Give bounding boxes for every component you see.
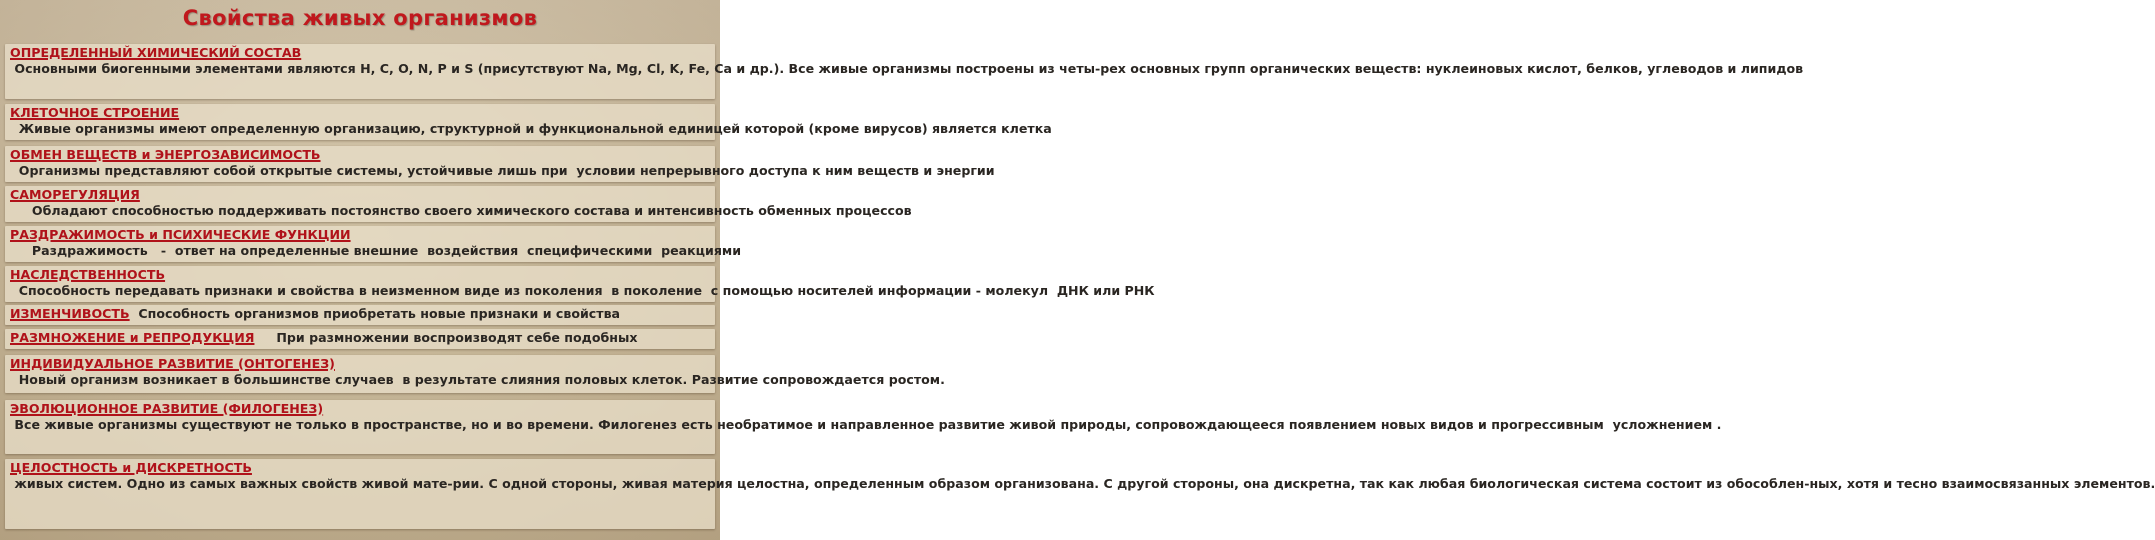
property-term: ИЗМЕНЧИВОСТЬ (10, 306, 130, 321)
property-text: Способность передавать признаки и свойства в неизменном виде из поколения в поколение с помощью носителей информации - молекул ДНК или РНК (10, 282, 1155, 298)
property-text: Способность организмов приобретать новые признаки и свойства (129, 306, 621, 321)
property-term: САМОРЕГУЛЯЦИЯ (10, 187, 140, 202)
property-block-ontogenesis (5, 355, 945, 393)
property-text: Раздражимость - ответ на определенные внешние воздействия специфическими реакциями (10, 242, 742, 258)
property-block-reproduction (5, 329, 715, 349)
property-text: Живые организмы имеют определенную организацию, структурной и функциональной единицей которой (кроме вирусов) является клетка (10, 120, 1052, 136)
property-block-chemical-composition (5, 44, 1804, 99)
property-text: Обладают способностью поддерживать постоянство своего химического состава и интенсивность обменных процессов (10, 202, 912, 218)
property-term: РАЗМНОЖЕНИЕ и РЕПРОДУКЦИЯ (10, 330, 255, 345)
property-text: При размножении воспроизводят себе подобных (254, 330, 638, 345)
property-block-irritability (5, 226, 742, 262)
property-text: Основными биогенными элементами являются H, C, O, N, P и S (присутствуют Na, Mg, Cl, K, Fe, Ca и др.). Все живые организмы построены из четы-рех основных групп органических веществ: нуклеиновых кислот, белков, углеводов и липидов (10, 60, 1804, 76)
property-block-variability (5, 305, 715, 325)
property-block-integrity-discreteness (5, 459, 2155, 529)
property-term: РАЗДРАЖИМОСТЬ и ПСИХИЧЕСКИЕ ФУНКЦИИ (10, 227, 351, 242)
property-term: КЛЕТОЧНОЕ СТРОЕНИЕ (10, 105, 180, 120)
property-text: Организмы представляют собой открытые системы, устойчивые лишь при условии непрерывного доступа к ним веществ и энергии (10, 162, 995, 178)
property-block-metabolism (5, 146, 995, 182)
property-text: Новый организм возникает в большинстве случаев в результате слияния половых клеток. Развитие сопровождается ростом. (10, 371, 945, 387)
property-term: НАСЛЕДСТВЕННОСТЬ (10, 267, 166, 282)
property-term: ЦЕЛОСТНОСТЬ и ДИСКРЕТНОСТЬ (10, 460, 252, 475)
property-text: живых систем. Одно из самых важных свойств живой мате-рии. С одной стороны, живая материя целостна, определенным образом организована. С другой стороны, она дискретна, так как любая биологическая система состоит из обособлен-ных, хотя и тесно взаимосвязанных элементов. (10, 475, 2155, 491)
slide-title: Свойства живых организмов (182, 6, 538, 30)
property-block-self-regulation (5, 186, 912, 222)
property-term: ИНДИВИДУАЛЬНОЕ РАЗВИТИЕ (ОНТОГЕНЕЗ) (10, 356, 335, 371)
property-block-phylogenesis (5, 400, 1722, 454)
property-text: Все живые организмы существуют не только в пространстве, но и во времени. Филогенез есть необратимое и направленное развитие живой природы, сопровождающееся появлением новых видов и прогрессивным усложнением . (10, 416, 1722, 432)
property-block-cell-structure (5, 104, 1052, 140)
property-block-heredity (5, 266, 1155, 302)
property-term: ОПРЕДЕЛЕННЫЙ ХИМИЧЕСКИЙ СОСТАВ (10, 45, 302, 60)
property-term: ЭВОЛЮЦИОННОЕ РАЗВИТИЕ (ФИЛОГЕНЕЗ) (10, 401, 324, 416)
property-term: ОБМЕН ВЕЩЕСТВ и ЭНЕРГОЗАВИСИМОСТЬ (10, 147, 321, 162)
